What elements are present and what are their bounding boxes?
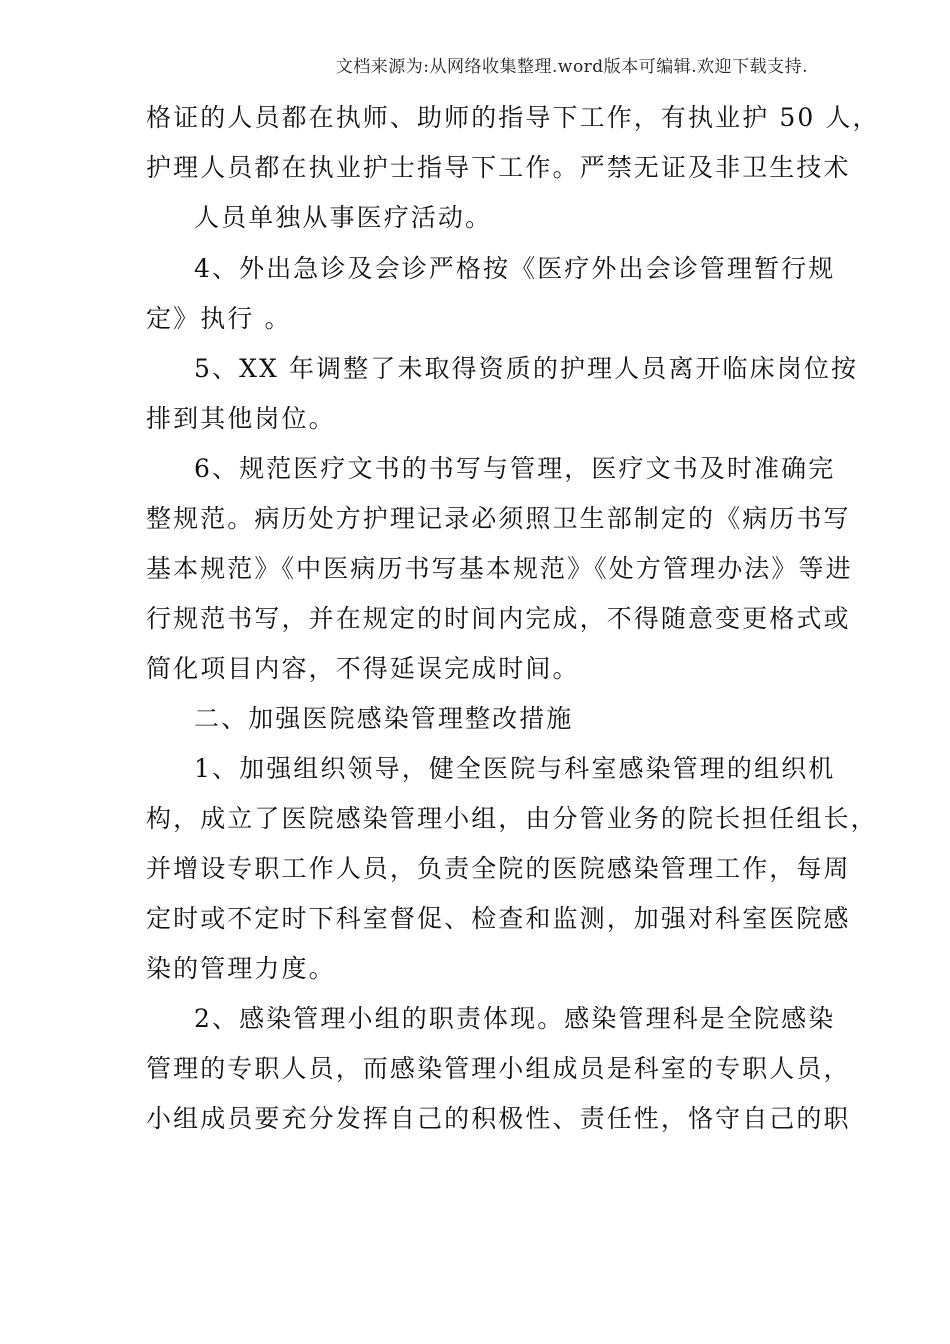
text-line: 染的管理力度。 [146,954,336,983]
text-line: 5、XX 年调整了未取得资质的护理人员离开临床岗位按 [194,354,859,383]
text-line: 构，成立了医院感染管理小组，由分管业务的院长担任组长， [146,804,878,833]
text-line: 2、感染管理小组的职责体现。感染管理科是全院感染 [194,1004,836,1033]
text-line: 管理的专职人员，而感染管理小组成员是科室的专职人员， [146,1054,851,1083]
text-line: 4、外出急诊及会诊严格按《医疗外出会诊管理暂行规 [194,254,836,283]
text-line: 基本规范》《中医病历书写基本规范》《处方管理办法》等进 [146,554,853,583]
section-heading: 二、加强医院感染管理整改措施 [194,704,574,733]
text-line: 简化项目内容，不得延误完成时间。 [146,654,580,683]
text-line: 整规范。病历处方护理记录必须照卫生部制定的《病历书写 [146,504,851,533]
text-line: 1、加强组织领导，健全医院与科室感染管理的组织机 [194,754,836,783]
text-line: 小组成员要充分发挥自己的积极性、责任性，恪守自己的职 [146,1104,851,1133]
text-line: 6、规范医疗文书的书写与管理，医疗文书及时准确完 [194,454,836,483]
text-line: 行规范书写，并在规定的时间内完成，不得随意变更格式或 [146,604,851,633]
text-line: 护理人员都在执业护士指导下工作。严禁无证及非卫生技术 [146,153,851,182]
text-line: 并增设专职工作人员，负责全院的医院感染管理工作，每周 [146,854,851,883]
text-line: 人员单独从事医疗活动。 [194,203,493,232]
text-line: 定》执行 。 [146,304,292,333]
text-line: 格证的人员都在执师、助师的指导下工作，有执业护 50 人， [146,103,880,132]
text-line: 排到其他岗位。 [146,404,336,433]
text-line: 定时或不定时下科室督促、检查和监测，加强对科室医院感 [146,904,851,933]
header-note: 文档来源为:从网络收集整理.word版本可编辑.欢迎下载支持. [335,57,808,77]
